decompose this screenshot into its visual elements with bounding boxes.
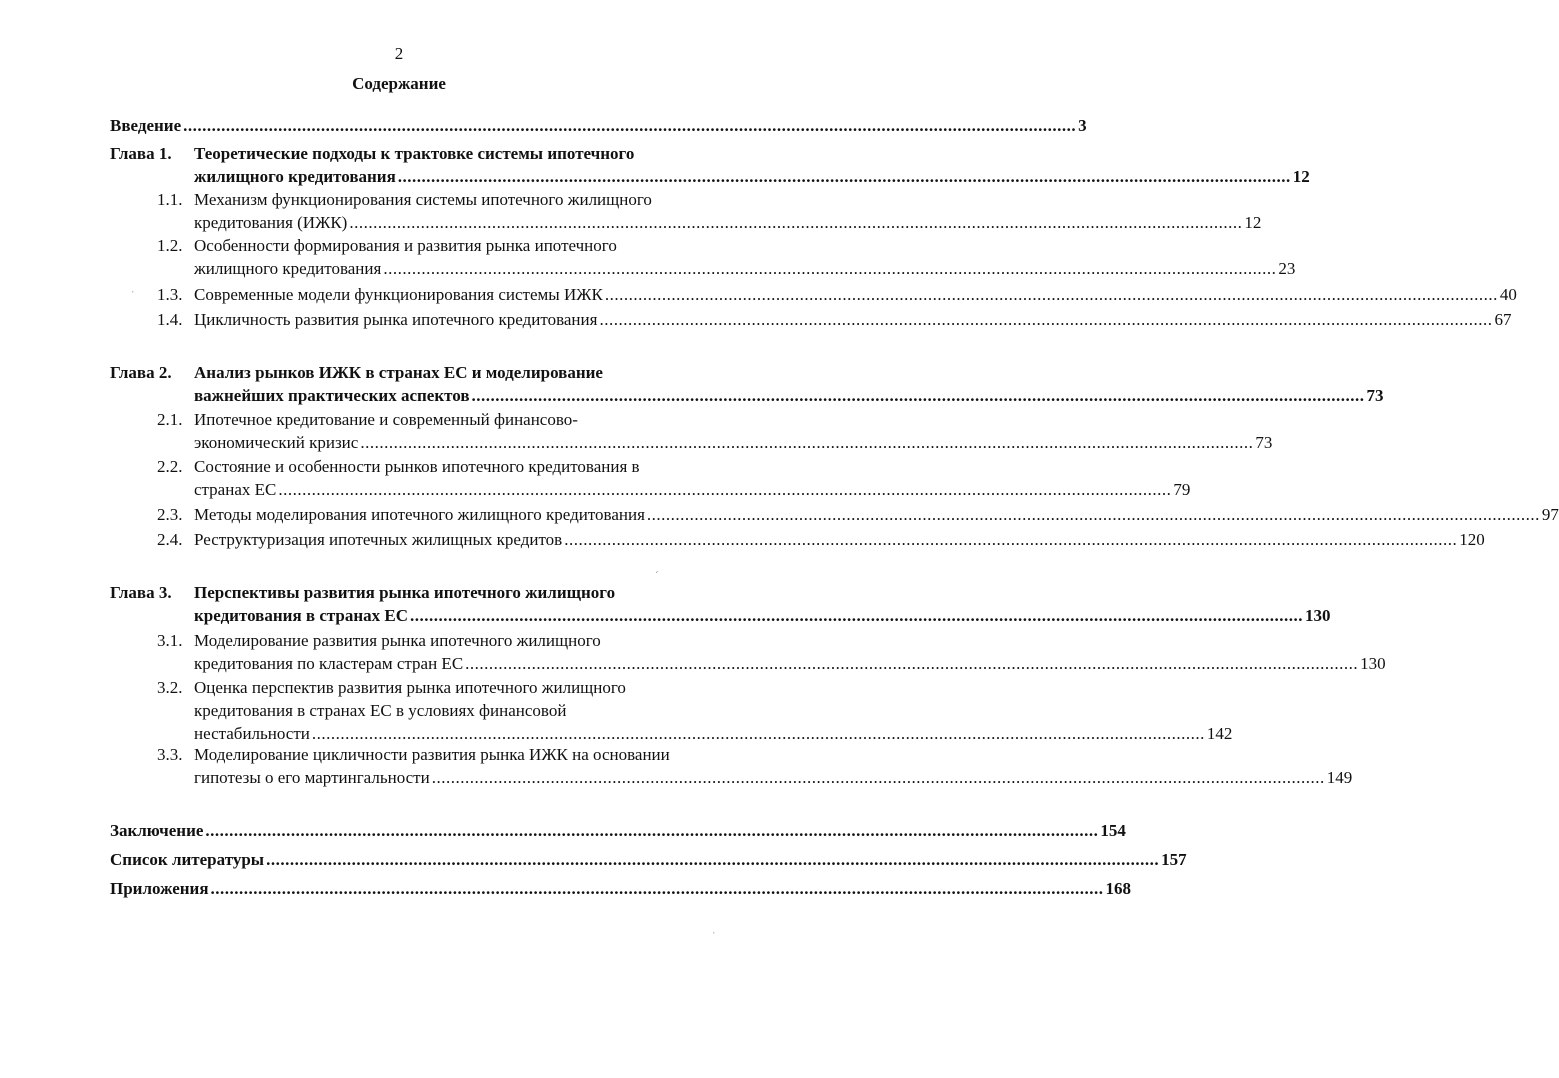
toc-entry-page: 40	[1499, 285, 1517, 304]
toc-entry-title-continued: экономический кризис	[194, 433, 359, 452]
dot-leader: ............................................................................................................................................................................................	[471, 386, 1365, 405]
toc-entry-section-2-4	[0, 528, 1485, 551]
toc-entry-page: 120	[1459, 530, 1485, 549]
toc-entry-page: 23	[1278, 259, 1296, 278]
toc-entry-title: Список литературы	[110, 850, 265, 869]
toc-entry-title: Реструктуризация ипотечных жилищных кредитов	[194, 530, 563, 549]
toc-entry-title-continued: жилищного кредитования	[194, 167, 396, 186]
toc-entry-number: 3.2.	[157, 678, 183, 697]
toc-entry-section-1-2	[0, 234, 1296, 280]
toc-entry-page: 168	[1105, 879, 1132, 898]
toc-entry-title-continued: странах ЕС	[194, 480, 277, 499]
toc-entry-page: 12	[1244, 213, 1262, 232]
dot-leader: ............................................................................................................................................................................................	[183, 116, 1077, 135]
toc-entry-page: 73	[1255, 433, 1273, 452]
toc-entry-title: Современные модели функционирования системы ИЖК	[194, 285, 603, 304]
toc-entry-title-line-2: кредитования в странах ЕС в условиях финансовой	[194, 701, 567, 720]
toc-entry-number: 1.4.	[157, 310, 183, 329]
toc-entry-section-3-3	[0, 743, 1353, 789]
toc-entry-title-continued: важнейших практических аспектов	[194, 386, 470, 405]
toc-entry-section-2-3	[0, 503, 1559, 526]
dot-leader: ............................................................................................................................................................................................	[360, 433, 1254, 452]
toc-entry-bibliography	[0, 848, 1187, 871]
toc-entry-introduction	[0, 114, 1087, 137]
toc-entry-page: 97	[1541, 505, 1559, 524]
toc-entry-title: Состояние и особенности рынков ипотечного кредитования в	[194, 457, 640, 476]
toc-entry-page: 3	[1078, 116, 1087, 135]
dot-leader: ............................................................................................................................................................................................	[311, 724, 1205, 743]
toc-entry-page: 79	[1173, 480, 1191, 499]
toc-entry-section-1-4	[0, 308, 1512, 331]
toc-entry-page: 130	[1305, 606, 1331, 625]
toc-entry-title-continued: кредитования по кластерам стран ЕС	[194, 654, 464, 673]
toc-entry-section-1-3	[0, 283, 1517, 306]
toc-entry-title: Приложения	[110, 879, 209, 898]
toc-entry-title: Моделирование развития рынка ипотечного жилищного	[194, 631, 601, 650]
toc-entry-section-2-2	[0, 455, 1191, 501]
scan-speck: ˈ	[712, 930, 716, 942]
toc-entry-title: Методы моделирования ипотечного жилищного кредитования	[194, 505, 645, 524]
toc-entry-chapter-1	[0, 142, 1310, 188]
toc-entry-number: 2.4.	[157, 530, 183, 549]
toc-entry-title: Теоретические подходы к трактовке системы ипотечного	[194, 144, 635, 163]
toc-entry-title: Механизм функционирования системы ипотечного жилищного	[194, 190, 652, 209]
toc-entry-page: 67	[1494, 310, 1512, 329]
dot-leader: ............................................................................................................................................................................................	[397, 167, 1291, 186]
dot-leader: ............................................................................................................................................................................................	[383, 259, 1277, 278]
toc-entry-page: 142	[1206, 724, 1233, 743]
dot-leader: ............................................................................................................................................................................................	[205, 821, 1099, 840]
toc-entry-section-3-2	[0, 676, 1233, 745]
dot-leader: ............................................................................................................................................................................................	[646, 505, 1540, 524]
toc-entry-number: 2.2.	[157, 457, 183, 476]
toc-entry-title: Цикличность развития рынка ипотечного кредитования	[194, 310, 598, 329]
dot-leader: ............................................................................................................................................................................................	[431, 768, 1325, 787]
scan-speck: ˊ	[655, 570, 659, 582]
scan-speck: ˈ	[131, 289, 135, 301]
toc-entry-number: Глава 2.	[110, 363, 172, 382]
toc-entry-appendices	[0, 877, 1132, 900]
toc-entry-page: 157	[1161, 850, 1187, 869]
toc-entry-section-1-1	[0, 188, 1262, 234]
dot-leader: ............................................................................................................................................................................................	[465, 654, 1359, 673]
page-title: Содержание	[352, 74, 446, 93]
toc-entry-page: 12	[1292, 167, 1310, 186]
toc-entry-title-continued: гипотезы о его мартингальности	[194, 768, 430, 787]
toc-entry-number: 1.3.	[157, 285, 183, 304]
toc-entry-number: Глава 1.	[110, 144, 172, 163]
toc-entry-page: 149	[1326, 768, 1353, 787]
toc-entry-title: Перспективы развития рынка ипотечного жилищного	[194, 583, 616, 602]
toc-entry-number: 2.1.	[157, 410, 183, 429]
toc-entry-number: 3.1.	[157, 631, 183, 650]
dot-leader: ............................................................................................................................................................................................	[278, 480, 1172, 499]
toc-entry-title: Оценка перспектив развития рынка ипотечного жилищного	[194, 678, 626, 697]
toc-entry-title: Заключение	[110, 821, 204, 840]
dot-leader: ............................................................................................................................................................................................	[266, 850, 1160, 869]
toc-entry-title: Анализ рынков ИЖК в странах ЕС и моделирование	[194, 363, 603, 382]
toc-entry-page: 154	[1100, 821, 1126, 840]
toc-entry-number: 1.2.	[157, 236, 183, 255]
toc-entry-title-continued: жилищного кредитования	[194, 259, 382, 278]
dot-leader: ............................................................................................................................................................................................	[349, 213, 1243, 232]
toc-entry-section-3-1	[0, 629, 1386, 675]
toc-entry-conclusion	[0, 819, 1126, 842]
toc-entry-section-2-1	[0, 408, 1273, 454]
toc-entry-page: 73	[1366, 386, 1384, 405]
toc-entry-title: Моделирование цикличности развития рынка ИЖК на основании	[194, 745, 670, 764]
page-number: 2	[394, 44, 404, 63]
dot-leader: ............................................................................................................................................................................................	[410, 606, 1304, 625]
toc-entry-number: 2.3.	[157, 505, 183, 524]
toc-entry-title-continued: нестабильности	[194, 724, 310, 743]
toc-entry-number: 1.1.	[157, 190, 183, 209]
toc-entry-number: Глава 3.	[110, 583, 172, 602]
toc-entry-number: 3.3.	[157, 745, 183, 764]
toc-entry-chapter-3	[0, 581, 1331, 627]
toc-entry-title: Ипотечное кредитование и современный финансово-	[194, 410, 578, 429]
toc-entry-title: Особенности формирования и развития рынка ипотечного	[194, 236, 617, 255]
dot-leader: ............................................................................................................................................................................................	[210, 879, 1104, 898]
dot-leader: ............................................................................................................................................................................................	[604, 285, 1498, 304]
dot-leader: ............................................................................................................................................................................................	[564, 530, 1458, 549]
toc-entry-title: Введение	[110, 116, 182, 135]
toc-entry-title-continued: кредитования в странах ЕС	[194, 606, 409, 625]
toc-entry-page: 130	[1360, 654, 1386, 673]
dot-leader: ............................................................................................................................................................................................	[599, 310, 1493, 329]
toc-entry-chapter-2	[0, 361, 1384, 407]
toc-entry-title-continued: кредитования (ИЖК)	[194, 213, 348, 232]
